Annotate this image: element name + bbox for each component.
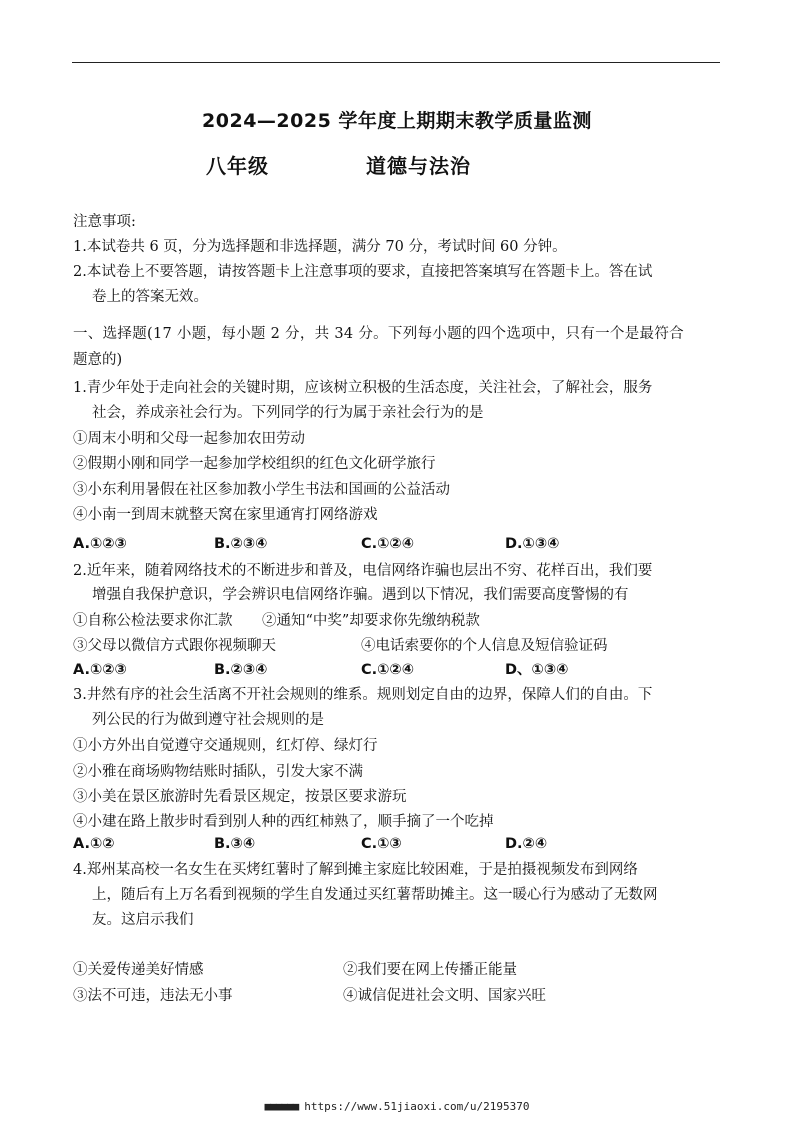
q4-statement-1: ①关爱传递美好情感	[73, 962, 204, 978]
q2-statement-1: ①自称公检法要求你汇款	[73, 613, 233, 629]
q3-statement-2: ②小雅在商场购物结账时插队，引发大家不满	[73, 764, 363, 780]
q4-stem-line-1: 4.郑州某高校一名女生在买烤红薯时了解到摊主家庭比较困难，于是拍摄视频发布到网络	[73, 862, 638, 878]
q1-statement-3: ③小东利用暑假在社区参加教小学生书法和国画的公益活动	[73, 482, 450, 498]
q3-stem-line-2: 列公民的行为做到遵守社会规则的是	[92, 712, 324, 728]
exam-title: 2024—2025 学年度上期期末教学质量监测	[202, 110, 592, 132]
q2-statement-3: ③父母以微信方式跟你视频聊天	[73, 638, 276, 654]
q4-statement-3: ③法不可违，违法无小事	[73, 988, 233, 1004]
q2-option-d[interactable]: D、①③④	[505, 662, 569, 678]
q1-option-a[interactable]: A.①②③	[73, 536, 127, 552]
q1-option-d[interactable]: D.①③④	[505, 536, 560, 552]
q2-stem-line-2: 增强自我保护意识，学会辨识电信网络诈骗。遇到以下情况，我们需要高度警惕的有	[92, 587, 629, 603]
note-2-line-2: 卷上的答案无效。	[92, 289, 208, 305]
q1-option-c[interactable]: C.①②④	[361, 536, 414, 552]
q1-stem-line-1: 1.青少年处于走向社会的关键时期，应该树立积极的生活态度，关注社会，了解社会，服务	[73, 380, 653, 396]
top-rule	[72, 62, 720, 63]
q4-statement-4: ④诚信促进社会文明、国家兴旺	[343, 988, 546, 1004]
q3-option-a[interactable]: A.①②	[73, 836, 115, 852]
q2-statement-2: ②通知“中奖”却要求你先缴纳税款	[262, 613, 480, 629]
footer-url[interactable]: https://www.51jiaoxi.com/u/2195370	[304, 1100, 530, 1113]
q2-option-c[interactable]: C.①②④	[361, 662, 414, 678]
note-2-line-1: 2.本试卷上不要答题，请按答题卡上注意事项的要求，直接把答案填写在答题卡上。答在试	[73, 264, 653, 280]
q1-option-b[interactable]: B.②③④	[214, 536, 268, 552]
q3-option-c[interactable]: C.①③	[361, 836, 402, 852]
q2-option-b[interactable]: B.②③④	[214, 662, 268, 678]
q4-stem-line-2: 上，随后有上万名看到视频的学生自发通过买红薯帮助摊主。这一暖心行为感动了无数网	[92, 887, 658, 903]
q1-stem-line-2: 社会，养成亲社会行为。下列同学的行为属于亲社会行为的是	[92, 405, 484, 421]
q4-statement-2: ②我们要在网上传播正能量	[343, 962, 517, 978]
q3-statement-4: ④小建在路上散步时看到别人种的西红柿熟了，顺手摘了一个吃掉	[73, 814, 494, 830]
subject-label: 道德与法治	[366, 154, 471, 178]
q1-statement-2: ②假期小刚和同学一起参加学校组织的红色文化研学旅行	[73, 456, 436, 472]
q3-stem-line-1: 3.井然有序的社会生活离不开社会规则的维系。规则划定自由的边界，保障人们的自由。下	[73, 687, 653, 703]
q2-stem-line-1: 2.近年来，随着网络技术的不断进步和普及，电信网络诈骗也层出不穷、花样百出，我们要	[73, 563, 653, 579]
footer-marks: ■■■■■■	[264, 1100, 299, 1113]
notes-heading: 注意事项:	[73, 214, 136, 230]
q3-option-b[interactable]: B.③④	[214, 836, 256, 852]
q1-statement-4: ④小南一到周末就整天窝在家里通宵打网络游戏	[73, 507, 378, 523]
note-1: 1.本试卷共 6 页，分为选择题和非选择题，满分 70 分，考试时间 60 分钟。	[73, 239, 567, 255]
q2-option-a[interactable]: A.①②③	[73, 662, 127, 678]
q2-statement-4: ④电话索要你的个人信息及短信验证码	[361, 638, 608, 654]
q3-statement-1: ①小方外出自觉遵守交通规则，红灯停、绿灯行	[73, 738, 378, 754]
grade-label: 八年级	[206, 154, 269, 178]
footer-watermark	[0, 1100, 794, 1113]
q3-statement-3: ③小美在景区旅游时先看景区规定，按景区要求游玩	[73, 789, 407, 805]
q4-stem-line-3: 友。这启示我们	[92, 912, 194, 928]
section-1-heading: 一、选择题(17 小题，每小题 2 分，共 34 分。下列每小题的四个选项中，只有一个是最符合	[73, 326, 684, 342]
section-1-heading-cont: 题意的)	[73, 352, 123, 368]
q1-statement-1: ①周末小明和父母一起参加农田劳动	[73, 431, 305, 447]
q3-option-d[interactable]: D.②④	[505, 836, 548, 852]
